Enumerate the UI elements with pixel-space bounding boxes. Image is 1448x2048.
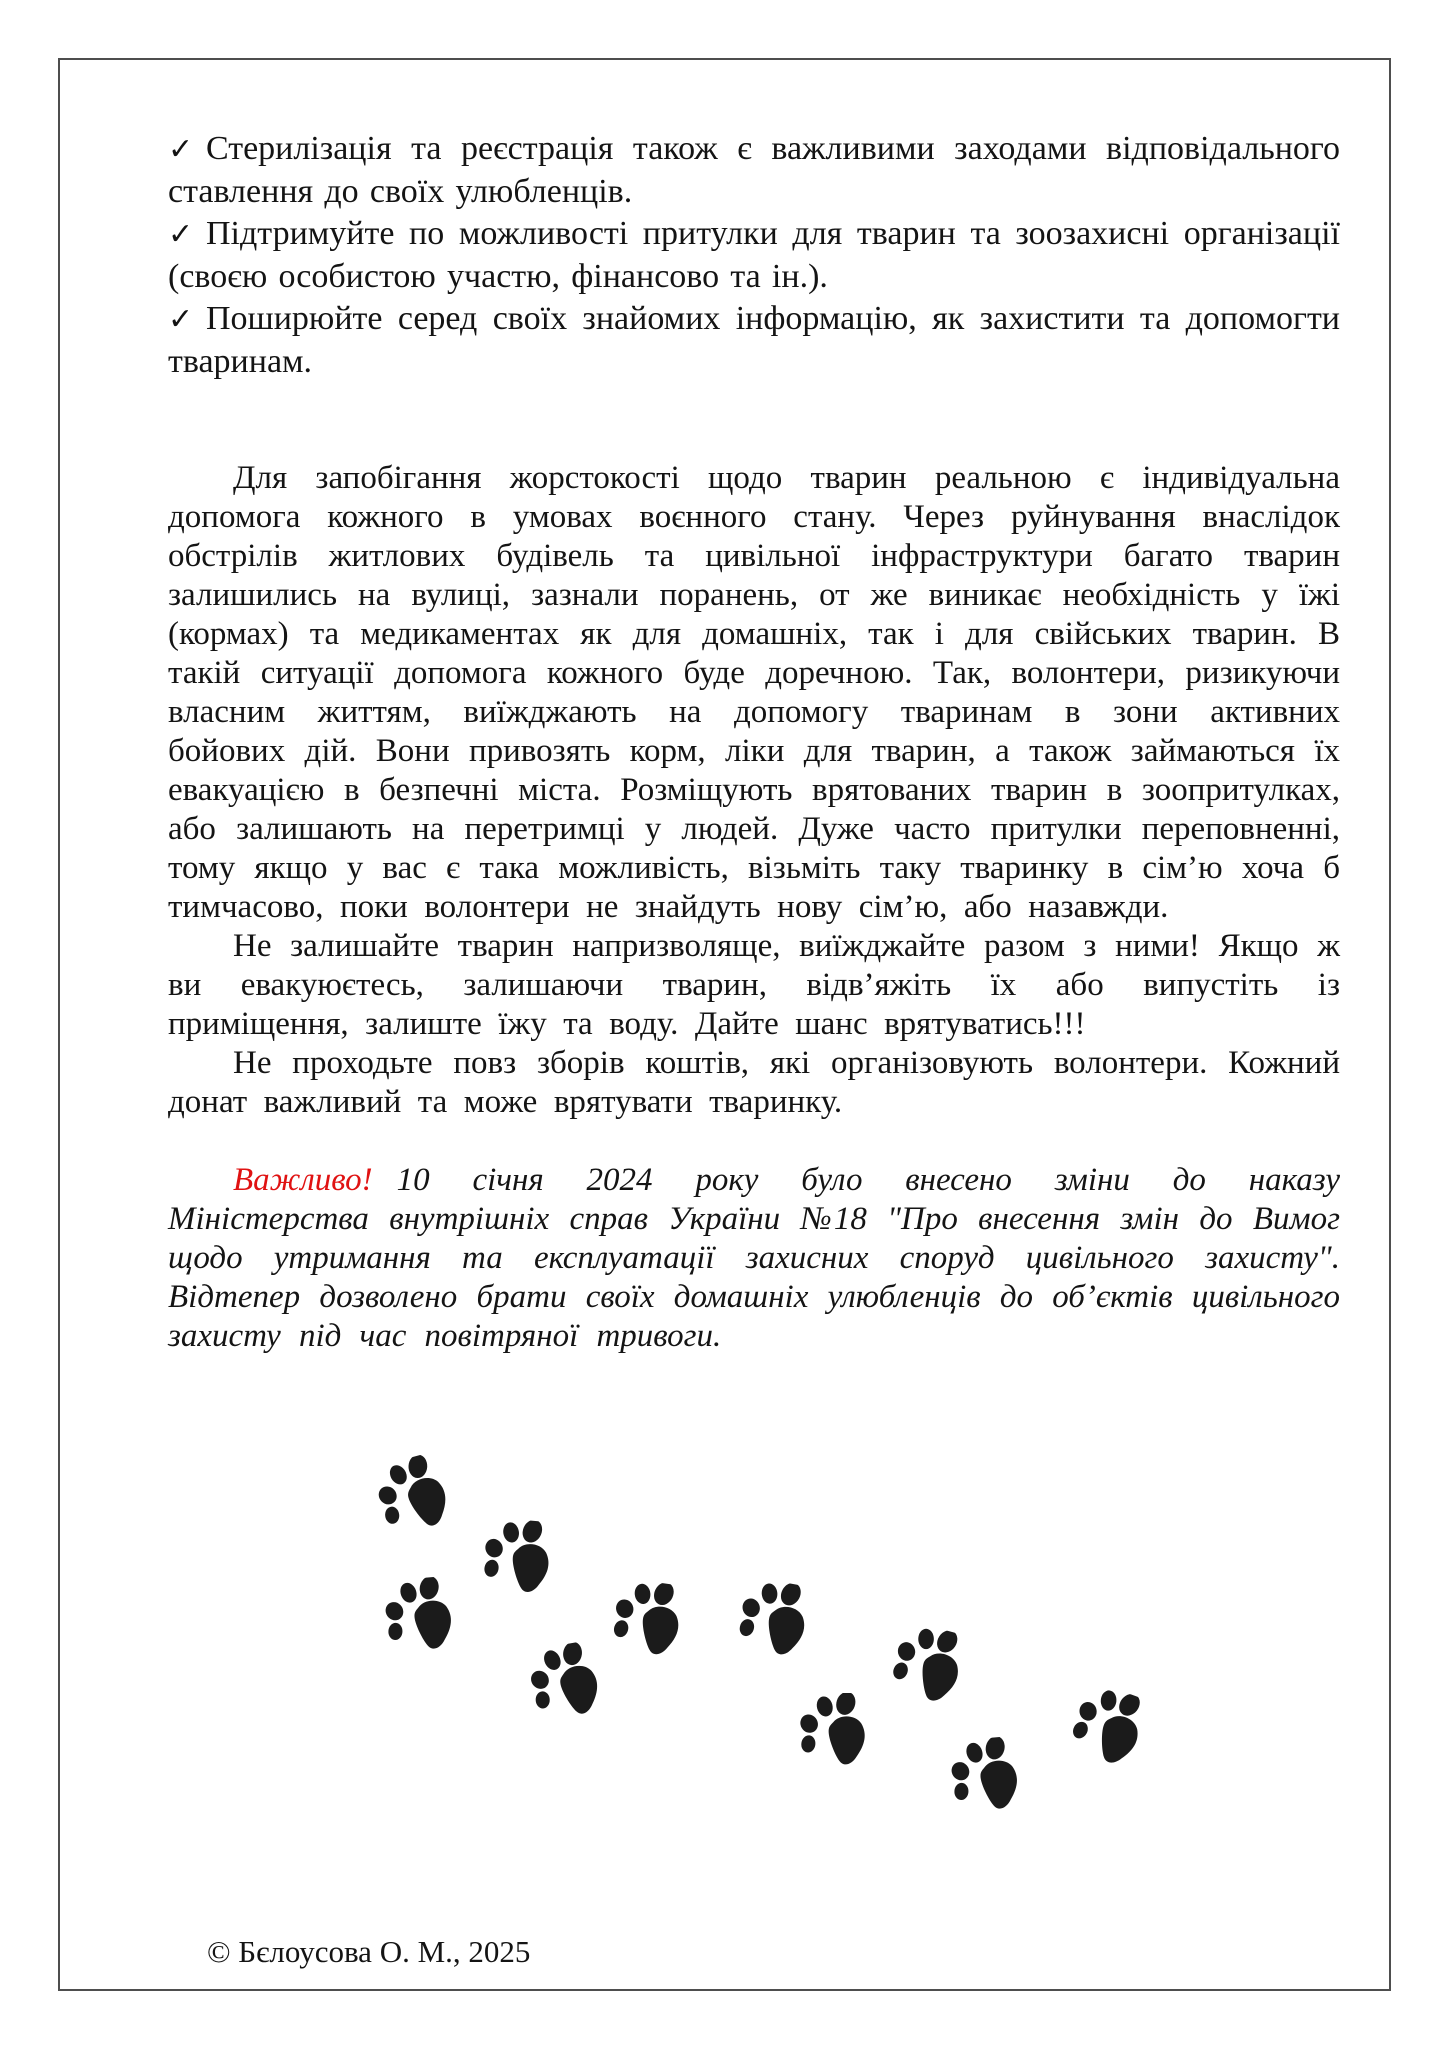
paw-print-icon [522,1636,602,1722]
paw-print-icon [1063,1675,1152,1769]
paw-print-icon [478,1513,552,1594]
checkmark-icon: ✓ [168,302,194,337]
paw-print-icon [379,1572,453,1653]
paragraph: Не залишайте тварин напризволяще, виїжджайте разом з ними! Якщо ж ви евакуюєтесь, залишаючи тварин, відв’яжіть їх або випустіть із приміщення, залиште їжу та воду. Дайте шанс врятуватись!!! [168,928,1340,1042]
checklist-item-text: Підтримуйте по можливості притулки для тварин та зоозахисні організації (своєю особистою участю, фінансово та ін.). [168,215,1340,295]
checkmark-icon: ✓ [168,132,194,167]
checkmark-icon: ✓ [168,217,194,252]
checklist-item [168,128,1340,213]
paw-prints [330,1430,1180,1860]
paw-print-icon [607,1573,684,1657]
checklist-item-text: Поширюйте серед своїх знайомих інформацію, як захистити та допомогти тваринам. [168,300,1340,380]
important-label: Важливо! [233,1162,373,1198]
paragraph: Не проходьте повз зборів коштів, які організовують волонтери. Кожний донат важливий та може врятувати тваринку. [168,1045,1340,1120]
important-text: 10 січня 2024 року було внесено зміни до наказу Міністерства внутрішніх справ України №18 "Про внесення змін до Вимог щодо утримання та експлуатації захисних споруд цивільного захисту". Відтепер дозволено брати своїх домашніх улюбленців до об’єктів цивільного захисту під час повітряної тривоги. [168,1162,1340,1354]
copyright-footer: © Бєлоусова О. М., 2025 [207,1934,531,1969]
paw-print-icon [797,1689,865,1764]
paw-print-icon [884,1615,969,1705]
paw-print-icon [732,1572,812,1658]
checklist-item [168,213,1340,298]
paragraph: Для запобігання жорстокості щодо тварин реальною є індивідуальна допомога кожного в умовах воєнного стану. Через руйнування внаслідок обстрілів житлових будівель та цивільної інфраструктури багато тварин залишились на вулиці, зазнали поранень, от же виникає необхідність у їжі (кормах) та медикаментах як для домашніх, так і для свійських тварин. В такій ситуації допомога кожного буде доречною. Так, волонтери, ризикуючи власним життям, виїжджають на допомогу тваринам в зони активних бойових дій. Вони привозять корм, ліки для тварин, а також займаються їх евакуацією в безпечні міста. Розміщують врятованих тварин в зоопритулках, або залишають на перетримці у людей. Дуже часто притулки переповненні, тому якщо у вас є така можливість, візьміть таку тваринку в сім’ю хоча б тимчасово, поки волонтери не знайдуть нову сім’ю, або назавжди. [168,460,1340,925]
checklist-item-text: Стерилізація та реєстрація також є важливими заходами відповідального ставлення до своїх улюбленців. [168,130,1340,210]
important-paragraph [168,1161,1340,1356]
paw-print-icon [945,1732,1019,1813]
paw-print-icon [367,1448,452,1538]
body-paragraphs [168,459,1340,1122]
checklist-item [168,298,1340,383]
checklist [168,128,1340,383]
